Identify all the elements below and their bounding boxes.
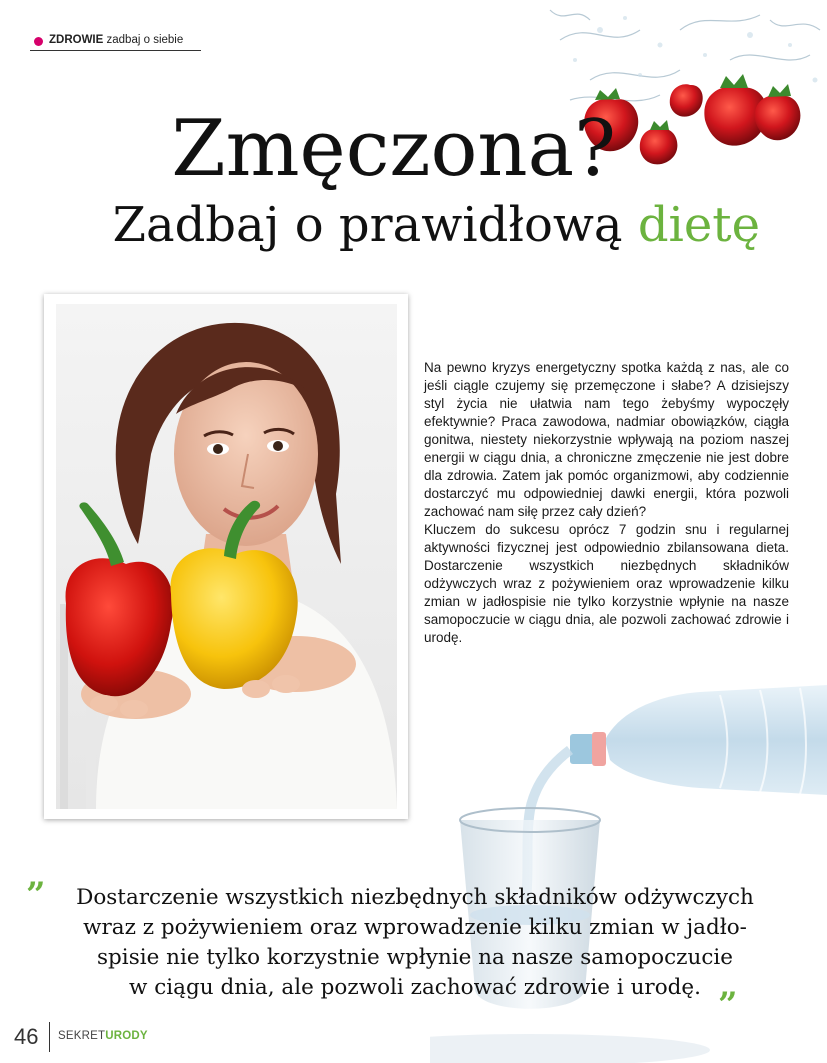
pull-quote-line-1: Dostarczenie wszystkich niezbędnych składników odżywczych: [76, 885, 754, 910]
quote-open-mark: ”: [26, 875, 46, 915]
body-paragraph-2: Kluczem do sukcesu oprócz 7 godzin snu i regularnej aktywności fizycznej jest odpowiednio zbilansowana dieta. Dostarczenie wszystkich niezbędnych składników odżywczych wraz z pożywieniem oraz wprowadzenie kilku zmian w jadłospisie nie tylko korzystnie wpłynie na nasze samopoczucie w ciągu dnia, ale pozwoli zachować zdrowie i urodę.: [424, 522, 789, 645]
article-body: [424, 359, 789, 647]
quote-close-mark: ”: [718, 985, 738, 1025]
section-rule: [30, 50, 201, 51]
magazine-name: [58, 1030, 148, 1042]
photo-frame: [44, 294, 408, 819]
headline-line2-main: Zadbaj o prawidłową: [112, 197, 638, 253]
section-subtitle: zadbaj o siebie: [106, 34, 184, 46]
pull-quote: [40, 883, 790, 1003]
magazine-name-part1: SEKRET: [58, 1030, 106, 1042]
footer-divider: [49, 1022, 50, 1052]
pull-quote-line-2: wraz z pożywieniem oraz wprowadzenie kilku zmian w jadło-: [83, 915, 747, 940]
woman-with-peppers-photo: [56, 304, 397, 809]
page-number: 46: [14, 1024, 39, 1049]
headline-line1: Zmęczona?: [171, 104, 616, 194]
magazine-name-part2: URODY: [105, 1030, 148, 1042]
pull-quote-line-3: spisie nie tylko korzystnie wpłynie na nasze samopoczucie: [97, 945, 733, 970]
water-pouring-image: [430, 670, 827, 1063]
pull-quote-line-4: w ciągu dnia, ale pozwoli zachować zdrowie i urodę.: [129, 975, 701, 1000]
headline-line2: [0, 197, 760, 253]
body-paragraph-1: Na pewno kryzys energetyczny spotka każdą z nas, ale co jeśli ciągle czujemy się przemęczone i słabe? A dzisiejszy styl życia nie ułatwia nam tego żebyśmy wypoczęły efektywnie? Praca zawodowa, nadmiar obowiązków, ciągła gonitwa, niestety niekorzystnie wpływają na poziom naszej energii w ciągu dnia, a chroniczne zmęczenie nie jest dobre dla zdrowia. Zatem jak pomóc organizmowi, aby codziennie dostarczyć mu odpowiedniej dawki energii, która pozwoli zachować nam siłę przez cały dzień?: [424, 360, 789, 519]
headline-line2-accent: dietę: [637, 197, 760, 253]
section-category: ZDROWIE: [49, 34, 104, 46]
section-bullet: [34, 37, 43, 46]
section-label: [49, 34, 183, 46]
